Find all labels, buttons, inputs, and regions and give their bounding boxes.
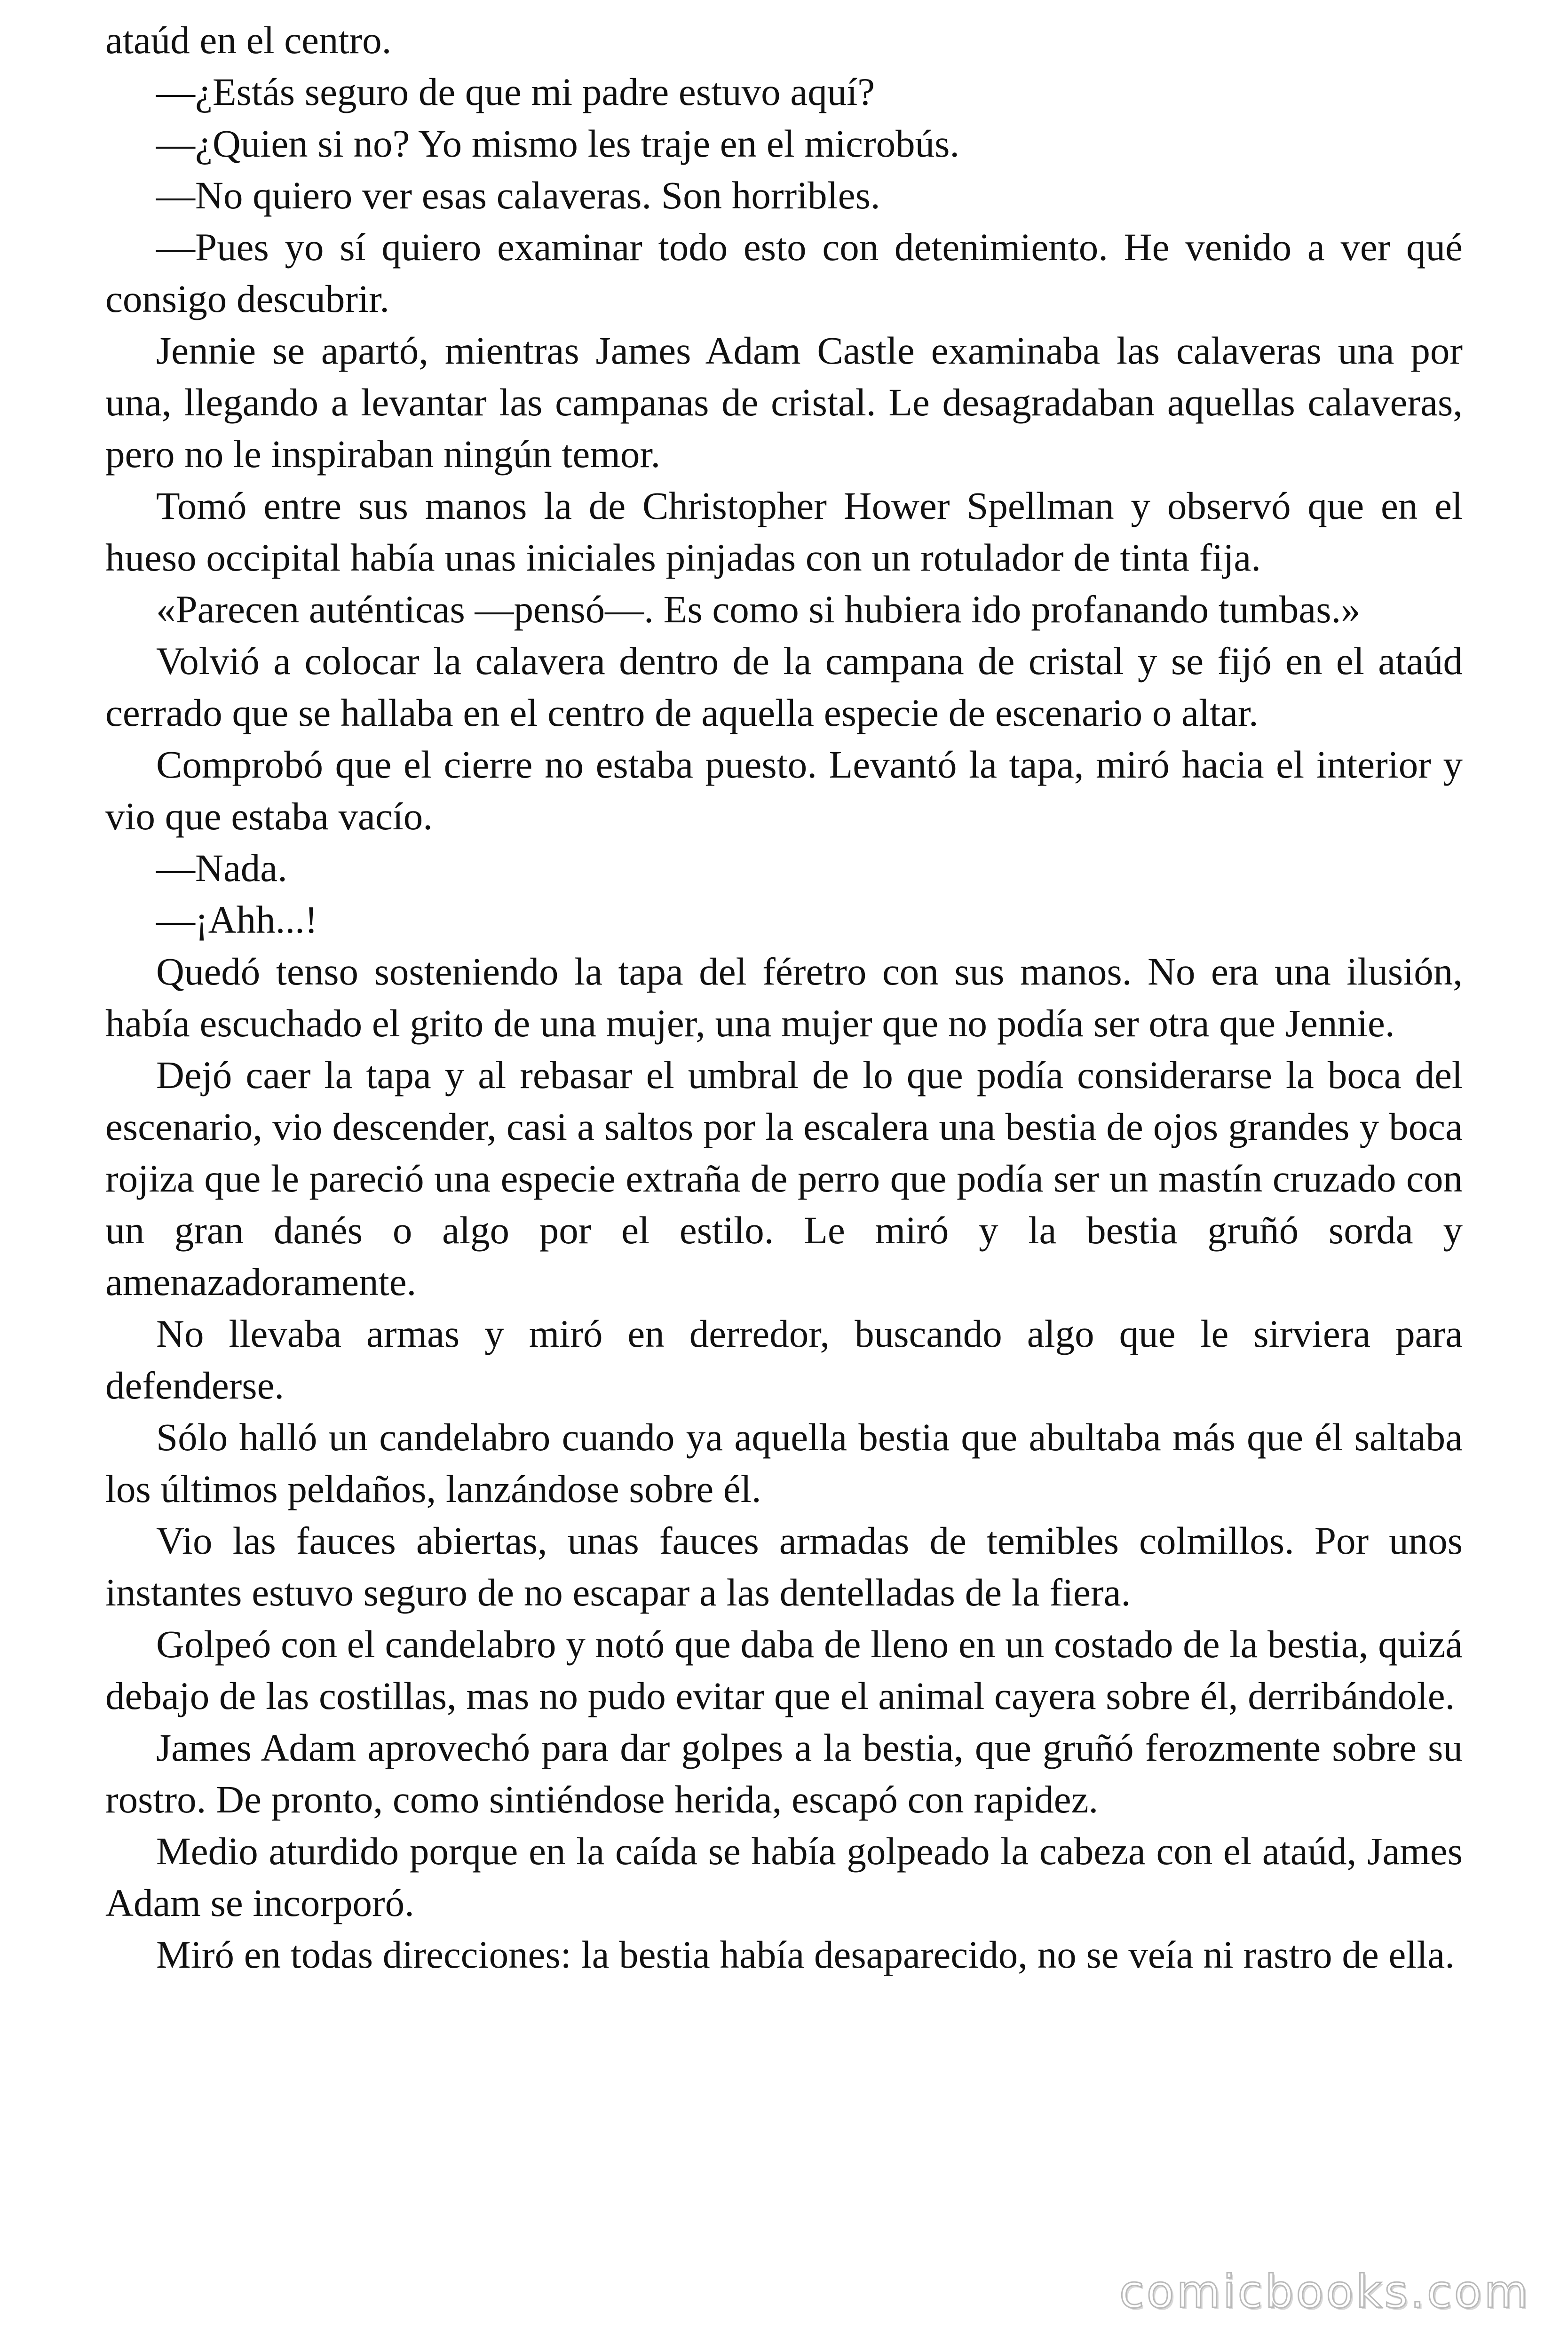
- paragraph: «Parecen auténticas —pensó—. Es como si hubiera ido profanando tumbas.»: [156, 588, 1361, 631]
- paragraph: —Nada.: [156, 846, 287, 890]
- paragraph: Vio las fauces abiertas, unas fauces armadas de temibles colmillos. Por unos instantes estuvo seguro de no escapar a las dentelladas de la fiera.: [105, 1519, 1463, 1614]
- paragraph: No llevaba armas y miró en derredor, buscando algo que le sirviera para defenderse.: [105, 1312, 1463, 1407]
- paragraph: —Pues yo sí quiero examinar todo esto con detenimiento. He venido a ver qué consigo descubrir.: [105, 225, 1463, 320]
- paragraph: —¿Estás seguro de que mi padre estuvo aquí?: [156, 70, 875, 113]
- paragraph: —¡Ahh...!: [156, 898, 318, 941]
- paragraph: Sólo halló un candelabro cuando ya aquella bestia que abultaba más que él saltaba los últimos peldaños, lanzándose sobre él.: [105, 1415, 1463, 1510]
- paragraph: Medio aturdido porque en la caída se había golpeado la cabeza con el ataúd, James Adam se incorporó.: [105, 1829, 1463, 1924]
- paragraph: Jennie se apartó, mientras James Adam Castle examinaba las calaveras una por una, llegando a levantar las campanas de cristal. Le desagradaban aquellas calaveras, pero no le inspiraban ningún temor.: [105, 329, 1463, 476]
- paragraph: Comprobó que el cierre no estaba puesto. Levantó la tapa, miró hacia el interior y vio que estaba vacío.: [105, 743, 1463, 838]
- paragraph: —No quiero ver esas calaveras. Son horribles.: [156, 174, 880, 217]
- paragraph: James Adam aprovechó para dar golpes a la bestia, que gruñó ferozmente sobre su rostro. De pronto, como sintiéndose herida, escapó con rapidez.: [105, 1726, 1463, 1821]
- paragraph: Quedó tenso sosteniendo la tapa del féretro con sus manos. No era una ilusión, había escuchado el grito de una mujer, una mujer que no podía ser otra que Jennie.: [105, 950, 1463, 1045]
- paragraph: —¿Quien si no? Yo mismo les traje en el microbús.: [156, 122, 960, 165]
- paragraph: Golpeó con el candelabro y notó que daba de lleno en un costado de la bestia, quizá debajo de las costillas, mas no pudo evitar que el animal cayera sobre él, derribándole.: [105, 1622, 1463, 1717]
- paragraph: Miró en todas direcciones: la bestia había desaparecido, no se veía ni rastro de ella.: [156, 1933, 1455, 1976]
- paragraph: Dejó caer la tapa y al rebasar el umbral de lo que podía considerarse la boca del escenario, vio descender, casi a saltos por la escalera una bestia de ojos grandes y boca rojiza que le pareció una especie extraña de perro que podía ser un mastín cruzado con un gran danés o algo por el estilo. Le miró y la bestia gruñó sorda y amenazadoramente.: [105, 1053, 1463, 1303]
- paragraph: ataúd en el centro.: [105, 18, 392, 62]
- book-page: [105, 14, 1463, 1980]
- paragraph: Tomó entre sus manos la de Christopher Hower Spellman y observó que en el hueso occipital había unas iniciales pinjadas con un rotulador de tinta fija.: [105, 484, 1463, 579]
- watermark-logo: comicbooks.com: [1119, 2265, 1530, 2318]
- paragraph: Volvió a colocar la calavera dentro de la campana de cristal y se fijó en el ataúd cerrado que se hallaba en el centro de aquella especie de escenario o altar.: [105, 639, 1463, 734]
